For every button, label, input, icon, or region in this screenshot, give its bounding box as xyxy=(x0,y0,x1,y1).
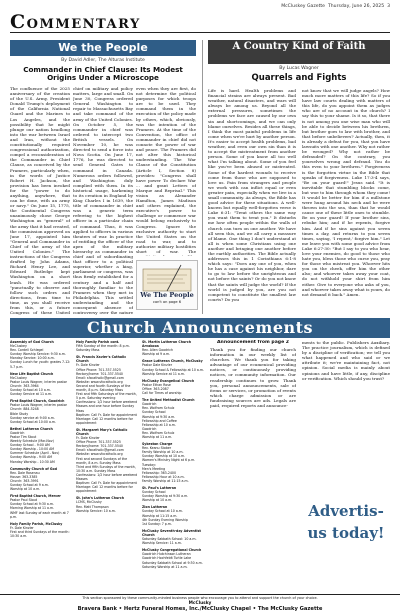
church-listing xyxy=(142,442,204,483)
church-detail-line: McCluskey xyxy=(10,375,27,380)
article-headline: Commander in Chief Clause: Its Modest Origins Under a Microscope xyxy=(23,65,183,83)
church-name: McClusky Seventh-day Adventist Church xyxy=(142,528,201,537)
article-column-1 xyxy=(208,88,296,314)
article-text: chief on military and policy matters, large and small. On June 30, Congress ordered General Washington to repair to Massachusetts Bay and take command of the army of the United Colonies. On October 5, the commander in chief was ordered to intercept two British vessels. On November 10, he was directed to send a force into Nova Scotia. On June 17, 1776, he was directed to send General Gates to command in Canada. Numerous orders followed, and Washington duly complied with them. In its historical usage, harkening to its creation in England by King Charles I in 1639, the title of commander in chief was a generic term referring to the highest officer in a particular chain of command. Thus, it was applied to officers in various theaters of war. In practice of entitling the officer of the apex of the military hierarchy as commander in chief and of subordinating that officer to a political superior, whether a king, parliament or congress, was thus firmly established for a century and a half and thoroughly familiar to the Framers when they met in Philadelphia. This settled understanding and the consequent absence of controversy over the nature xyxy=(73,86,133,316)
church-name: Grace Lutheran Church, McClusky xyxy=(142,359,203,364)
church-name: St. Francis Xavier's Catholic Church xyxy=(76,355,127,364)
church-detail-line: Office: 363-2087 xyxy=(142,386,169,391)
church-detail-line: Church: 363-3964 xyxy=(10,383,39,388)
continued-note: con't on page 6 xyxy=(152,300,181,304)
church-listing xyxy=(142,398,204,439)
church-detail-line: Rev. Wolfrom Schulz xyxy=(142,406,175,411)
church-detail-line: Goodrich xyxy=(142,426,157,431)
column-header-we-the-people xyxy=(10,40,196,56)
church-listing xyxy=(142,359,204,375)
column-header-country-faith xyxy=(208,40,390,64)
church-detail-line: Rectory/home: 701-337-5540 xyxy=(76,444,123,449)
church-detail-line: Rev. Keanu Stober xyxy=(142,446,172,451)
church-detail-line: Worship Service: 11 a.m. xyxy=(142,541,182,546)
advertise-box xyxy=(302,500,390,590)
church-name: McClusky Evangelical Church xyxy=(142,378,195,383)
church-detail-line: Sunday School xyxy=(142,490,166,495)
church-detail-line: Baptism: Call Fr. Dale for appointment xyxy=(76,481,137,486)
church-detail-line: Worship Service: 10 a.m. xyxy=(76,508,116,513)
issue-date: Thursday, June 26, 2025 xyxy=(327,4,385,9)
church-detail-line: Summer Schedule (April - Nov) xyxy=(10,451,60,456)
article-text: not know that we will judge angels? How much more matters of this life? So if you have law courts dealing with matters of this life, do you appoint them as judges who are of no account in the church? I say this to your shame. Is it so, that there is not among you one wise man who will be able to decide between his brethren, but brother goes to law with brother, and that before unbelievers? Actually, then, it is already a defeat for you, that you have lawsuits with one another. Why not rather be wronged? Why not rather be defrauded? On the contrary, you yourselves wrong and defraud. You do this even to your brethren." Forgiveness is the forgotten virtue in the Bible that speaks of forgiveness. Luke 17:3-4 says, "Be on your guard!" Jesus said. "It is inevitable that stumbling blocks come, but woe to him through whom they come! It would be better for him if a millstone were hung around his neck and he were thrown into the sea, than that he would cause one of these little ones to stumble. Be on your guard! If your brother sins, rebuke him; and if he repents, forgive him. And if he sins against you seven times a day, and returns to you seven times, saying, 'I repent,' forgive him." Let me leave you with some good advice from Luke 6:27-30: "But I say to you who hear, love your enemies, do good to those who hate you, bless those who curse you, pray for those who mistreat you. Whoever hits you on the cheek, offer him the other also; and whoever takes away your coat, do not withhold your shirt from him either. Give to everyone who asks of you, and whoever takes away what is yours, do not demand it back." Amen. xyxy=(302,88,390,297)
church-listing xyxy=(142,486,204,502)
church-detail-line: Fellowship and Coffee xyxy=(142,418,177,423)
church-detail-line: First and third Sundays of the month: 10:30 a.m. xyxy=(10,529,70,539)
church-listing xyxy=(10,467,72,492)
church-detail-line: Website: www.sfxcatholic.org xyxy=(76,452,123,457)
church-listing xyxy=(10,399,72,424)
church-listing-column-3 xyxy=(142,340,204,592)
church-detail-line: Bible Study xyxy=(10,411,29,416)
church-detail-line: WMF last Sunday of each month at 7 p.m. xyxy=(10,510,69,519)
church-detail-line: Rectory/home: 701-337-5540 xyxy=(76,371,123,376)
church-listing xyxy=(76,340,138,352)
byline: By Lucas Wagner xyxy=(279,66,319,71)
church-listing xyxy=(76,355,138,425)
church-detail-line: Saturday Sabbath School at 9:30 a.m. xyxy=(142,560,203,565)
church-detail-line: Sunday Worship at 10 a.m. xyxy=(142,454,186,459)
church-name: McClusky Congregational Church xyxy=(142,548,202,553)
church-detail-line: Morning Worship at 11 a.m. xyxy=(10,506,55,511)
church-detail-line: Goodrich xyxy=(10,430,25,435)
church-detail-line: Fellowship: 363-2400 xyxy=(142,470,176,475)
announcement-continued-column-2 xyxy=(302,340,390,490)
sponsor-footer xyxy=(0,594,400,615)
church-name: First Baptist Church, Mercer xyxy=(10,494,61,499)
article-column-2 xyxy=(302,88,390,314)
church-detail-line: Sunday School at 10 a.m. xyxy=(10,388,51,393)
page-number: 3 xyxy=(387,4,390,9)
article-text: even when they are first, do not determine the political purposes for which troops are to be used. They command them in the execution of the policy made by others, which, obviously, was the intention of the Framers. At the time of the Convention, the office of commander in chief did not connote the power of war and peace. The Framers did not alter this historical understanding. The War Clause of the Constitution (Article I, Section 8) provides: "Congress shall have power To declare War ... and grant Letters of Marque and Reprisal." This vision as Alexander Hamilton, James Madison and others explained, the executive's power to challenge or commence war would belong exclusively to Congress. Ignore the exclusive authority to start the United States on the road to war, and to authorize military hostilities short of war. The xyxy=(136,86,196,254)
church-detail-line: Worship at 10 a.m. xyxy=(142,498,173,503)
church-detail-line: House: 363-3385 xyxy=(10,474,38,479)
church-detail-line: Pastor Louis Wagner, interim pastor xyxy=(10,403,67,408)
article-column-1 xyxy=(10,86,70,316)
church-listing xyxy=(10,340,72,369)
church-detail-line: Weekly Schedule (Mar-Nov) xyxy=(10,439,54,444)
church-listing xyxy=(76,428,138,494)
church-detail-line: Pastor Ethan Rose xyxy=(142,382,171,387)
church-detail-line: Goodrich Hochfeldt Turtle Lake xyxy=(142,556,192,561)
illustration-caption: We The People xyxy=(140,291,194,299)
church-detail-line: Rev. Cordell Schlegel xyxy=(10,348,44,353)
church-detail-line: Website: www.sfxcatholic.org xyxy=(76,379,123,384)
church-detail-line: Fifth Sunday of the month: 8 p.m. Saturday Mass xyxy=(76,344,130,353)
church-name: St. Martin Lutheran Church Arvakooa xyxy=(142,340,191,349)
article-headline: Quarrels and Fights xyxy=(251,73,347,83)
church-listing xyxy=(142,505,204,525)
church-detail-line: Second and fourth Sundays of the month, 8 p.m. Saturday Mass xyxy=(76,383,131,393)
church-detail-line: Sunday School & Fellowship at 10 a.m. Worship Service at 11 a.m. xyxy=(142,367,204,376)
church-listing-column-2 xyxy=(76,340,138,592)
church-detail-line: Rev. Dale Rosenau xyxy=(10,470,40,475)
church-name: Community Church of God xyxy=(10,466,58,471)
church-detail-line: Goodrich Hutchinson Lutheran xyxy=(142,552,191,557)
church-detail-line: Fr. Dale Kinzler xyxy=(76,363,100,368)
church-name: St. Paul's Lutheran xyxy=(142,486,177,490)
church-detail-line: Rev. Matt Thompson xyxy=(76,504,109,509)
church-detail-line: Monday Worship - 10:30 AM xyxy=(10,459,55,464)
church-detail-line: Goodrich xyxy=(142,402,157,407)
church-detail-line: Baptism: Call Fr. Dale for appointment xyxy=(76,412,137,417)
announcement-continued-head: Announcement from page 2 xyxy=(217,340,289,345)
article-text: The confluence of the 2025 anniversary of the creation of the U.S. Army, President Donald Trump's deployment of the California National Guard and the Marines to Los Angeles, and the possibility that he might plunge our nation headlong into the war between Israel and Iran, without the constitutionally required congressional authorization, compel a reconsideration of the Commander in Chief Clause, as conceived by the Framers, particularly when, in the words of Justice Robert H. Jackson, the provision has been invoked for the "power to do anything, anywhere, that can be done, with an army or navy." On June 15, 1775, the Continental Congress unanimously chose George Washington as "general" of the army that it had created, the commission approved on June 17, appointed him "General and Commander in Chief of the army of the United Colonies." The instructions of the Congress drafted by John Adams, Richard Henry Lee, and Edward Rutledge kept Washington on a short leash. He was ordered "punctually to observe and follow such orders and directions, from time to time, as you shall receive from this, or a future Congress of these United xyxy=(10,86,70,316)
church-name: Holy Family Parish, McClusky xyxy=(10,521,63,526)
church-detail-line: Family Worship at 11:15 a.m. xyxy=(142,478,189,483)
advertise-line-1: Advertis- xyxy=(308,502,384,520)
church-detail-line: Confessions: 1/2 hour before weekend Masses and one hour before Sunday Mass xyxy=(76,400,138,413)
we-the-people-illustration xyxy=(136,260,198,310)
church-detail-line: Marriage: Call 12 months before for appointment xyxy=(76,485,133,494)
article-column-3 xyxy=(136,86,196,256)
church-name: Bethel Lutheran Church xyxy=(10,426,53,431)
church-name: Assembly of God Church xyxy=(10,340,54,344)
church-detail-line: Sunday School at 10:00 a.m. xyxy=(10,419,57,424)
church-name: Zion Lutheran xyxy=(142,505,168,510)
church-detail-line: Third and fifth Sundays of the month, 10:30 a.m. Sunday Mass xyxy=(76,464,136,473)
church-detail-line: Sunday service at 9:00 a.m. xyxy=(10,415,55,420)
column-divider xyxy=(202,40,203,314)
church-detail-line: LCMS, McClusky xyxy=(76,500,102,505)
church-detail-line: McCluskey xyxy=(10,344,27,349)
church-detail-line: Sunday Lunch for youth: grades 7-12: 5-7 p.m. xyxy=(10,360,71,369)
church-name: Holy Family Parish cont. xyxy=(76,340,120,344)
byline: By David Adler, The Alturas Institute xyxy=(61,58,145,63)
church-name: First Baptist Church, Goodrich xyxy=(10,399,65,404)
church-detail-line: Tuesday: xyxy=(142,462,156,467)
church-detail-line: Sunday School at 9:30 a.m. xyxy=(10,502,55,507)
church-listing xyxy=(142,529,204,545)
church-detail-line: Rev. Wolfrom Schulz xyxy=(142,430,175,435)
section-title: Commentary xyxy=(10,11,141,33)
church-detail-line: Sunday School at 9 a.m. xyxy=(10,483,49,487)
church-detail-line: Family Worship at 10 a.m. xyxy=(142,450,184,455)
church-detail-line: Sunday Service at 11 a.m. xyxy=(10,392,53,397)
church-listing xyxy=(142,379,204,395)
church-name: Sykeston Charge xyxy=(142,442,173,447)
advertise-line-2: us today! xyxy=(307,524,385,542)
church-detail-line: Office Phone: 701-337-5525 xyxy=(76,367,121,372)
church-listing-column-1 xyxy=(10,340,72,592)
announcement-text: Thank you for finding our church information in our weekly list of churches. We thank you for taking advantage of our ecumenical providing notices, or continuously providing notices, or community information. Our readership continues to grow. Thank you, personal announcements, sale of items or services, or promotion of events which charge admission or are fundraising sources are ads. Legals are paid, required reports and announce- xyxy=(210,347,296,409)
church-detail-line: Email: sfxcatholic@gmail.com xyxy=(76,448,124,453)
church-detail-line: Pastor Tim Stout xyxy=(10,434,37,439)
church-detail-line: Sunday Worship - 10:00 AM xyxy=(10,447,55,452)
church-detail-line: Email: sfxcatholic@gmail.com xyxy=(76,375,124,380)
church-detail-line: Men's Meeting xyxy=(142,466,166,471)
section-masthead xyxy=(10,12,390,33)
church-listing xyxy=(76,496,138,512)
church-detail-line: First and fifth Saturdays of the month, 5 p.m. Saturday evening xyxy=(76,392,137,401)
church-detail-line: Sunday School at 10 a.m. xyxy=(142,509,183,514)
church-detail-line: Fellowship at 10 a.m. xyxy=(142,422,176,427)
sponsor-notice: This section sponsored by these community-minded business people who encourage you to attend and support the church of your choice. xyxy=(82,596,318,600)
article-text: Life is hard. Health problems and financial strains are always present. Bad weather, natural disasters, and wars will always be among us. Beyond all the external pressures, sometimes the problems we face are caused by our own sin and shortcomings, and we can only blame ourselves. Besides all these things, I think the most painful problems in life come when we're hurt by another person. It's easier to accept health problems, bad weather, and even our own sin than it is to accept the mistreatment from another person. Some of you know all too well what I'm talking about. Some of you feel like you've been abused or mistreated. Some of the hardest wounds to receive come from those who are supposed to love us. Pain from strangers and people we work with can inflict equal or even greater pain, especially when we live in a small community. As always, the Bible has good advice for these situations. A well-known but equally well-forgotten verse is Luke 6:31: "Treat others the same way you want them to treat you." It disturbs me how often people within the walls of church can turn on one another. We have all seen this, and we all carry a measure of blame. One thing I don't understand at all is when some Christians using one another and bringing one another before the earthly authorities. The Bible actually addresses this in 1 Corinthians 6:1-8 which says: "Does any one of you, when he has a case against his neighbor, dare to go to law before the unrighteous and not before the saints? Or do you not know that the saints will judge the world? If the world is judged by you, are you not competent to constitute the smallest law courts? Do you xyxy=(208,88,296,302)
church-detail-line: Sunday Worship at 9:30 a.m. xyxy=(142,494,189,499)
church-detail-line: Office Phone: 701-337-5525 xyxy=(76,440,121,445)
church-detail-line: Worship at 10 a.m. xyxy=(10,487,41,492)
church-detail-line: Worship at 11:15 a.m. xyxy=(142,513,178,518)
church-listing xyxy=(142,340,204,356)
article-column-2 xyxy=(73,86,133,316)
church-detail-line: Women's Ministry Night at 6 p.m. xyxy=(142,458,196,463)
church-detail-line: Worship at 11 a.m. xyxy=(142,434,173,439)
church-detail-line: Sunday Worship - 9:00 AM xyxy=(10,455,53,460)
church-detail-line: Fr. Dale Kinzler xyxy=(76,436,100,441)
church-detail-line: Pastor Dale Kinzler xyxy=(142,363,173,368)
church-detail-line: Fellowship Hour at 10 a.m. xyxy=(142,474,185,479)
church-detail-line: Sunday School - 9:00 AM xyxy=(10,443,50,448)
church-detail-line: Worship at 9 a.m. xyxy=(142,352,171,357)
column-title: We the People xyxy=(58,41,148,54)
church-detail-line: Church: 363-3991 xyxy=(10,478,39,483)
column-title: A Country Kind of Faith xyxy=(232,41,366,52)
church-listing xyxy=(10,427,72,464)
church-detail-line: Church: 884-5248 xyxy=(10,407,39,412)
church-announcements-header: Church Announcements xyxy=(10,318,390,338)
church-listing xyxy=(10,522,72,538)
church-detail-line: Saturday Worship at 11 a.m. xyxy=(142,564,188,569)
church-listing xyxy=(10,372,72,397)
sponsor-list: Bravera Bank • Hertz Funeral Homes, Inc./McClusky Chapel • The McClusky Gazette xyxy=(77,605,323,612)
church-detail-line: Pastor Paul Stout xyxy=(10,498,38,503)
church-detail-line: 1st Sunday: 7 p.m. xyxy=(142,521,172,526)
sponsor-town: McClusky xyxy=(188,600,212,606)
church-detail-line: Monday Service: 10:00 a.m. xyxy=(10,356,55,361)
church-detail-line: Sunday School xyxy=(142,410,166,415)
church-detail-line: 4th Sunday Evening Worship xyxy=(142,517,188,522)
church-listing xyxy=(10,494,72,519)
church-name: St. John's Lutheran Church xyxy=(76,496,125,501)
church-detail-line: Fr. Dale Kinzler xyxy=(10,525,34,530)
church-listing xyxy=(142,548,204,568)
church-detail-line: Worship at 9:30 a.m. xyxy=(142,414,176,419)
church-detail-line: Pastor Louis Wagner, interim pastor xyxy=(10,379,67,384)
church-name: St. Margaret Mary's Catholic Church xyxy=(76,427,128,436)
church-detail-line: First and second Sundays of the month, 8 a.m. Sunday Mass xyxy=(76,456,128,465)
church-detail-line: Marriage: Call 12 months before for appointment xyxy=(76,416,133,425)
church-name: The United Methodist Church xyxy=(142,398,195,403)
church-name: New Life Baptist Church xyxy=(10,371,54,376)
church-detail-line: Saturday Sabbath School: 10 a.m. xyxy=(142,537,197,542)
announcement-continued-column xyxy=(210,340,296,592)
announcement-text: ments to the public. Publishers Auxiliary. The practice journalism, which is defined by a discipline of verification; we tell you what happened and who said or we attribute it; we're maintaining fact, not opinion. Social media is mainly about opinions and have little, if any, discipline or verification. Which should you trust? xyxy=(302,340,390,381)
church-detail-line: Sunday Worship Service: 9:30 a.m. xyxy=(10,352,66,357)
church-detail-line: Rev. Allen Goodrich xyxy=(142,348,174,353)
church-detail-line: Confessions: 1/2 hour before weekend Masses xyxy=(76,472,138,481)
church-detail-line: Call for Times of worship xyxy=(142,391,182,396)
paper-name: McCluskey Gazette xyxy=(281,4,326,9)
